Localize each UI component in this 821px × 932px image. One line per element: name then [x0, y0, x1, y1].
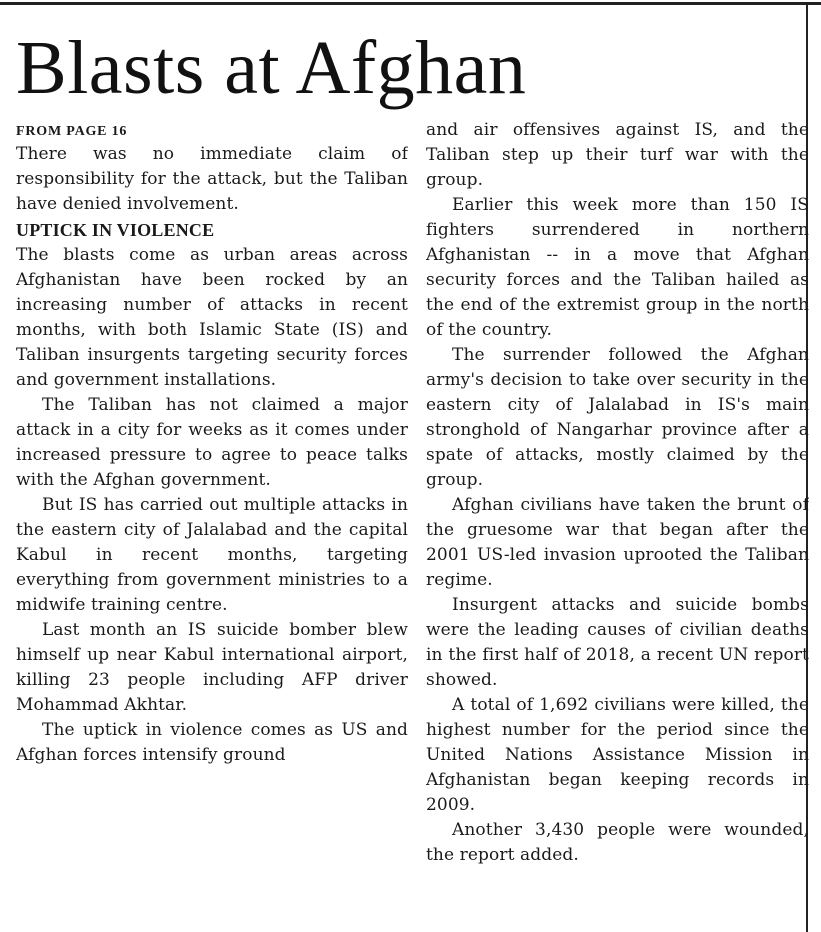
paragraph-7: Earlier this week more than 150 IS fighters surrendered in northern Afghanistan -- in a move that Afghan security forces and the Taliban hailed as the end of the extremist group in the north of the country.: [426, 195, 809, 340]
left-column: [16, 118, 408, 932]
paragraph-10: Insurgent attacks and suicide bombs were the leading causes of civilian deaths in the first half of 2018, a recent UN report showed.: [426, 595, 809, 690]
continued-from-label: FROM PAGE 16: [16, 124, 128, 139]
subhead: UPTICK IN VIOLENCE: [16, 220, 215, 240]
right-column: [426, 118, 809, 932]
paragraph-3: The Taliban has not claimed a major attack in a city for weeks as it comes under increased pressure to agree to peace talks with the Afghan government.: [16, 395, 408, 490]
headline: Blasts at Afghan: [16, 26, 527, 110]
top-rule: [0, 2, 821, 5]
paragraph-2: The blasts come as urban areas across Afghanistan have been rocked by an increasing number of attacks in recent months, with both Islamic State (IS) and Taliban insurgents targeting security forces and government installations.: [16, 245, 408, 390]
paragraph-4: But IS has carried out multiple attacks in the eastern city of Jalalabad and the capital Kabul in recent months, targeting everything from government ministries to a midwife training centre.: [16, 495, 408, 615]
paragraph-1: There was no immediate claim of responsibility for the attack, but the Taliban have denied involvement.: [16, 144, 408, 214]
paragraph-6-end: and air offensives against IS, and the Taliban step up their turf war with the group.: [426, 120, 809, 190]
paragraph-12: Another 3,430 people were wounded, the report added.: [426, 820, 809, 865]
paragraph-9: Afghan civilians have taken the brunt of the gruesome war that began after the 2001 US-led invasion uprooted the Taliban regime.: [426, 495, 809, 590]
paragraph-8: The surrender followed the Afghan army's decision to take over security in the eastern city of Jalalabad in IS's main stronghold of Nangarhar province after a spate of attacks, mostly claimed by the group.: [426, 345, 809, 490]
paragraph-5: Last month an IS suicide bomber blew himself up near Kabul international airport, killing 23 people including AFP driver Mohammad Akhtar.: [16, 620, 408, 715]
paragraph-11: A total of 1,692 civilians were killed, the highest number for the period since the United Nations Assistance Mission in Afghanistan began keeping records in 2009.: [426, 695, 809, 815]
paragraph-6-start: The uptick in violence comes as US and Afghan forces intensify ground: [16, 720, 408, 765]
